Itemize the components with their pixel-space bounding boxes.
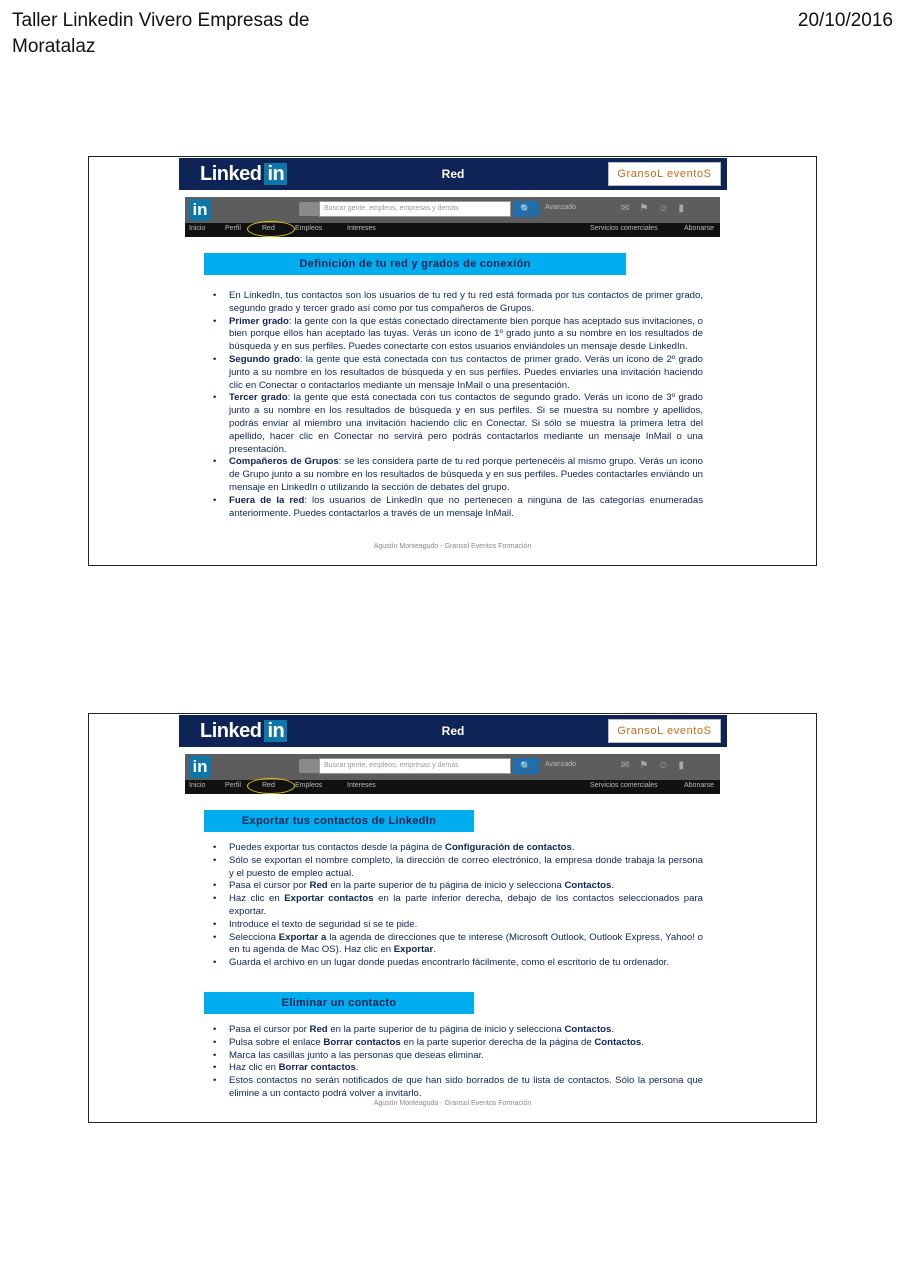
list-item: • Sólo se exportan el nombre completo, la dirección de correo electrónico, la empresa donde trabaja la persona y el puesto de empleo actual. xyxy=(211,855,703,881)
nav-item-intereses: Intereses xyxy=(347,225,376,232)
nav-strip xyxy=(185,780,720,794)
gransol-eventos-logo: GransoL eventoS xyxy=(608,162,721,186)
list-item: • Introduce el texto de seguridad si se te pide. xyxy=(211,919,703,932)
menu-icon xyxy=(299,759,319,773)
nav-item-inicio: Inicio xyxy=(189,225,206,232)
bullet-list-delete xyxy=(211,1024,703,1101)
linkedin-logo: Linked in xyxy=(200,720,287,743)
linkedin-toolbar-screenshot xyxy=(185,197,720,237)
document-header-date: 20/10/2016 xyxy=(797,10,893,31)
document-header-title: Taller Linkedin Vivero Empresas de Moratalaz xyxy=(12,10,310,57)
menu-icon xyxy=(299,202,319,216)
advanced-search-link: Avanzado xyxy=(545,761,577,768)
linkedin-toolbar-screenshot xyxy=(185,754,720,794)
list-item: • Fuera de la red: los usuarios de LinkedIn que no pertenecen a ninguna de las categorías enumeradas anteriormente. Puedes contactarlos a través de un mensaje InMail. xyxy=(211,495,703,521)
slide-footer: Agustín Monteagudo - Gransol Eventos Formación xyxy=(373,1100,532,1107)
search-icon: 🔍 xyxy=(513,201,539,217)
section-title: Definición de tu red y grados de conexión xyxy=(204,253,626,275)
list-item: • Tercer grado: la gente que está conectada con tus contactos de segundo grado. Verás un icono de 3º grado junto a su nombre en los resultados de búsqueda y en sus perfiles. Si se muestra su nombre y apellidos, podrás enviar al miembro una invitación haciendo clic en Conectar. Si sólo se muestra la primera letra del apellido, hacer clic en Conectar no servirá pero podrás contactarlos mediante un mensaje InMail o una presentación. xyxy=(211,392,703,456)
section-title-delete: Eliminar un contacto xyxy=(204,992,474,1014)
nav-item-servicios: Servicios comerciales xyxy=(590,225,658,232)
slide-banner xyxy=(179,715,727,747)
nav-item-abonarse: Abonarse xyxy=(684,782,714,789)
slide-2 xyxy=(88,713,817,1123)
toolbar-icons: ✉⚑☺▮ xyxy=(621,203,695,214)
list-item: • Compañeros de Grupos: se les considera parte de tu red porque pertenecéis al mismo grupo. Verás un icono de Grupo junto a su nombre en los resultados de búsqueda y en sus perfiles. Puedes contactarles enviándo un mensaje en LinkedIn o utilizando la sección de debates del grupo. xyxy=(211,456,703,494)
list-item: • Estos contactos no serán notificados de que han sido borrados de tu lista de contactos. Sólo la persona que elimine a un contacto podrá volver a invitarlo. xyxy=(211,1075,703,1101)
section-title-export: Exportar tus contactos de LinkedIn xyxy=(204,810,474,832)
slide-banner xyxy=(179,158,727,190)
nav-item-red: Red xyxy=(262,782,275,789)
linkedin-in-icon: in xyxy=(189,199,211,221)
nav-item-empleos: Empleos xyxy=(295,782,323,789)
list-item: • Puedes exportar tus contactos desde la página de Configuración de contactos. xyxy=(211,842,703,855)
list-item: • Primer grado: la gente con la que estás conectado directamente bien porque has aceptado sus invitaciones, o bien porque ellos han aceptado las tuyas. Verás un icono de 1º grado junto a su nombre en los resultados de búsqueda y en sus perfiles. Puedes conectarte con estos usuarios enviándoles un mensaje desde LinkedIn. xyxy=(211,316,703,354)
gransol-eventos-logo: GransoL eventoS xyxy=(608,719,721,743)
slide-1 xyxy=(88,156,817,566)
list-item: • Haz clic en Exportar contactos en la parte inferior derecha, debajo de los contactos seleccionados para exportar. xyxy=(211,893,703,919)
nav-item-inicio: Inicio xyxy=(189,782,206,789)
search-input: Buscar gente, empleos, empresas y demás xyxy=(319,201,511,217)
list-item: • En LinkedIn, tus contactos son los usuarios de tu red y tu red está formada por tus contactos de primer grado, segundo grado y tercer grado así como por tus compañeros de Grupos. xyxy=(211,290,703,316)
list-item: • Haz clic en Borrar contactos. xyxy=(211,1062,703,1075)
list-item: • Guarda el archivo en un lugar donde puedas encontrarlo fácilmente, como el escritorio de tu ordenador. xyxy=(211,957,703,970)
linkedin-in-icon: in xyxy=(189,756,211,778)
list-item: • Marca las casillas junto a las personas que deseas eliminar. xyxy=(211,1050,703,1063)
toolbar-icons: ✉⚑☺▮ xyxy=(621,760,695,771)
nav-item-perfil: Perfil xyxy=(225,225,241,232)
list-item: • Pulsa sobre el enlace Borrar contactos en la parte superior derecha de la página de Contactos. xyxy=(211,1037,703,1050)
banner-title: Red xyxy=(441,724,465,738)
slide-footer: Agustín Monteagudo - Gransol Eventos Formación xyxy=(373,543,532,550)
nav-item-perfil: Perfil xyxy=(225,782,241,789)
nav-item-intereses: Intereses xyxy=(347,782,376,789)
nav-strip xyxy=(185,223,720,237)
nav-item-red: Red xyxy=(262,225,275,232)
search-icon: 🔍 xyxy=(513,758,539,774)
nav-item-empleos: Empleos xyxy=(295,225,323,232)
search-input: Buscar gente, empleos, empresas y demás xyxy=(319,758,511,774)
list-item: • Segundo grado: la gente que está conectada con tus contactos de primer grado. Verás un icono de 2º grado junto a su nombre en los resultados de búsqueda y en sus perfiles. Puedes enviarles una invitación haciendo clic en Conectar o contactarlos mediante un mensaje InMail o una presentación. xyxy=(211,354,703,392)
linkedin-logo: Linked in xyxy=(200,163,287,186)
bullet-list xyxy=(211,290,703,520)
list-item: • Selecciona Exportar a la agenda de direcciones que te interese (Microsoft Outlook, Outlook Express, Yahoo! o en tu agenda de Mac OS). Haz clic en Exportar. xyxy=(211,932,703,958)
list-item: • Pasa el cursor por Red en la parte superior de tu página de inicio y selecciona Contactos. xyxy=(211,880,703,893)
bullet-list-export xyxy=(211,842,703,970)
advanced-search-link: Avanzado xyxy=(545,204,577,211)
list-item: • Pasa el cursor por Red en la parte superior de tu página de inicio y selecciona Contactos. xyxy=(211,1024,703,1037)
banner-title: Red xyxy=(441,167,465,181)
nav-item-abonarse: Abonarse xyxy=(684,225,714,232)
nav-item-servicios: Servicios comerciales xyxy=(590,782,658,789)
